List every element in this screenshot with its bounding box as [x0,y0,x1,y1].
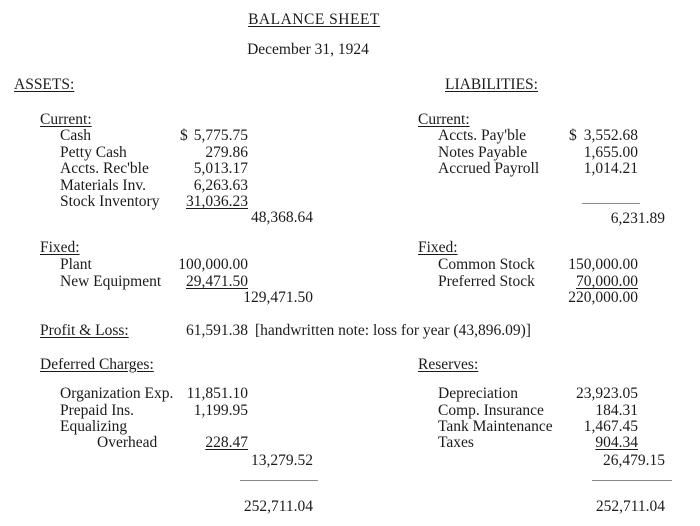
liabilities-current-heading: Current: [418,111,470,128]
assets-fixed-heading: Fixed: [40,239,80,256]
item-label: Petty Cash [60,144,127,161]
item-label: Plant [60,256,92,273]
item-amount: 3,552.68 [583,127,638,144]
liabilities-heading: LIABILITIES: [445,76,538,93]
liabilities-total-rule [592,480,672,481]
item-label: Organization Exp. [60,385,174,402]
item-amount: 5,013.17 [193,160,248,177]
item-label: Prepaid Ins. [60,402,135,419]
liabilities-current-rule [582,203,640,204]
item-amount: 1,014.21 [583,160,638,177]
item-amount: 1,655.00 [583,144,638,161]
item-amount: 184.31 [595,402,638,419]
assets-total: 252,711.04 [243,498,313,515]
item-label: Materials Inv. [60,177,146,194]
item-amount-underlined: 228.47 [205,434,248,451]
item-label: Stock Inventory [60,193,160,210]
currency-symbol: $ [569,127,577,144]
reserves-subtotal: 26,479.15 [603,452,665,469]
assets-current-subtotal: 48,368.64 [251,209,313,226]
item-label: Cash [60,127,91,144]
item-label: Accts. Pay'ble [438,127,527,144]
assets-heading: ASSETS: [14,76,75,93]
assets-total-rule [240,480,318,481]
liabilities-current-subtotal: 6,231.89 [610,210,665,227]
item-amount: 1,467.45 [583,418,638,435]
deferred-charges-heading: Deferred Charges: [40,356,154,373]
assets-current-heading: Current: [40,111,92,128]
statement-date: December 31, 1924 [247,41,369,58]
profit-loss-heading: Profit & Loss: [40,322,129,339]
item-label: Tank Maintenance [438,418,553,435]
item-label: Comp. Insurance [438,402,544,419]
liabilities-fixed-heading: Fixed: [418,239,458,256]
handwritten-note: [handwritten note: loss for year (43,896.09)] [255,322,531,339]
item-label: Depreciation [438,385,519,402]
item-amount: 279.86 [205,144,248,161]
item-label: Accts. Rec'ble [60,160,149,177]
item-amount: 6,263.63 [193,177,248,194]
item-amount-underlined: 31,036.23 [186,193,248,210]
item-amount: 100,000.00 [178,256,248,273]
liabilities-total: 252,711.04 [595,498,665,515]
assets-fixed-subtotal: 129,471.50 [243,289,313,306]
deferred-charges-subtotal: 13,279.52 [251,452,313,469]
item-amount-underlined: 70,000.00 [576,273,638,290]
item-label: Common Stock [438,256,535,273]
item-amount-underlined: 29,471.50 [186,273,248,290]
item-amount-underlined: 904.34 [595,434,638,451]
item-amount: 150,000.00 [568,256,638,273]
page-header [0,11,628,28]
item-label-indented: Overhead [97,434,158,451]
profit-loss-amount: 61,591.38 [186,322,248,339]
liabilities-fixed-subtotal: 220,000.00 [568,289,638,306]
item-amount: 5,775.75 [193,127,248,144]
currency-symbol: $ [180,127,188,144]
item-amount: 23,923.05 [576,385,638,402]
item-label: Notes Payable [438,144,528,161]
item-label: Equalizing [60,418,128,435]
item-amount: 11,851.10 [186,385,248,402]
item-amount: 1,199.95 [193,402,248,419]
item-label: Preferred Stock [438,273,535,290]
item-label: Accrued Payroll [438,160,540,177]
page-title: BALANCE SHEET [248,11,380,28]
item-label: Taxes [438,434,474,451]
item-label: New Equipment [60,273,162,290]
reserves-heading: Reserves: [418,356,479,373]
